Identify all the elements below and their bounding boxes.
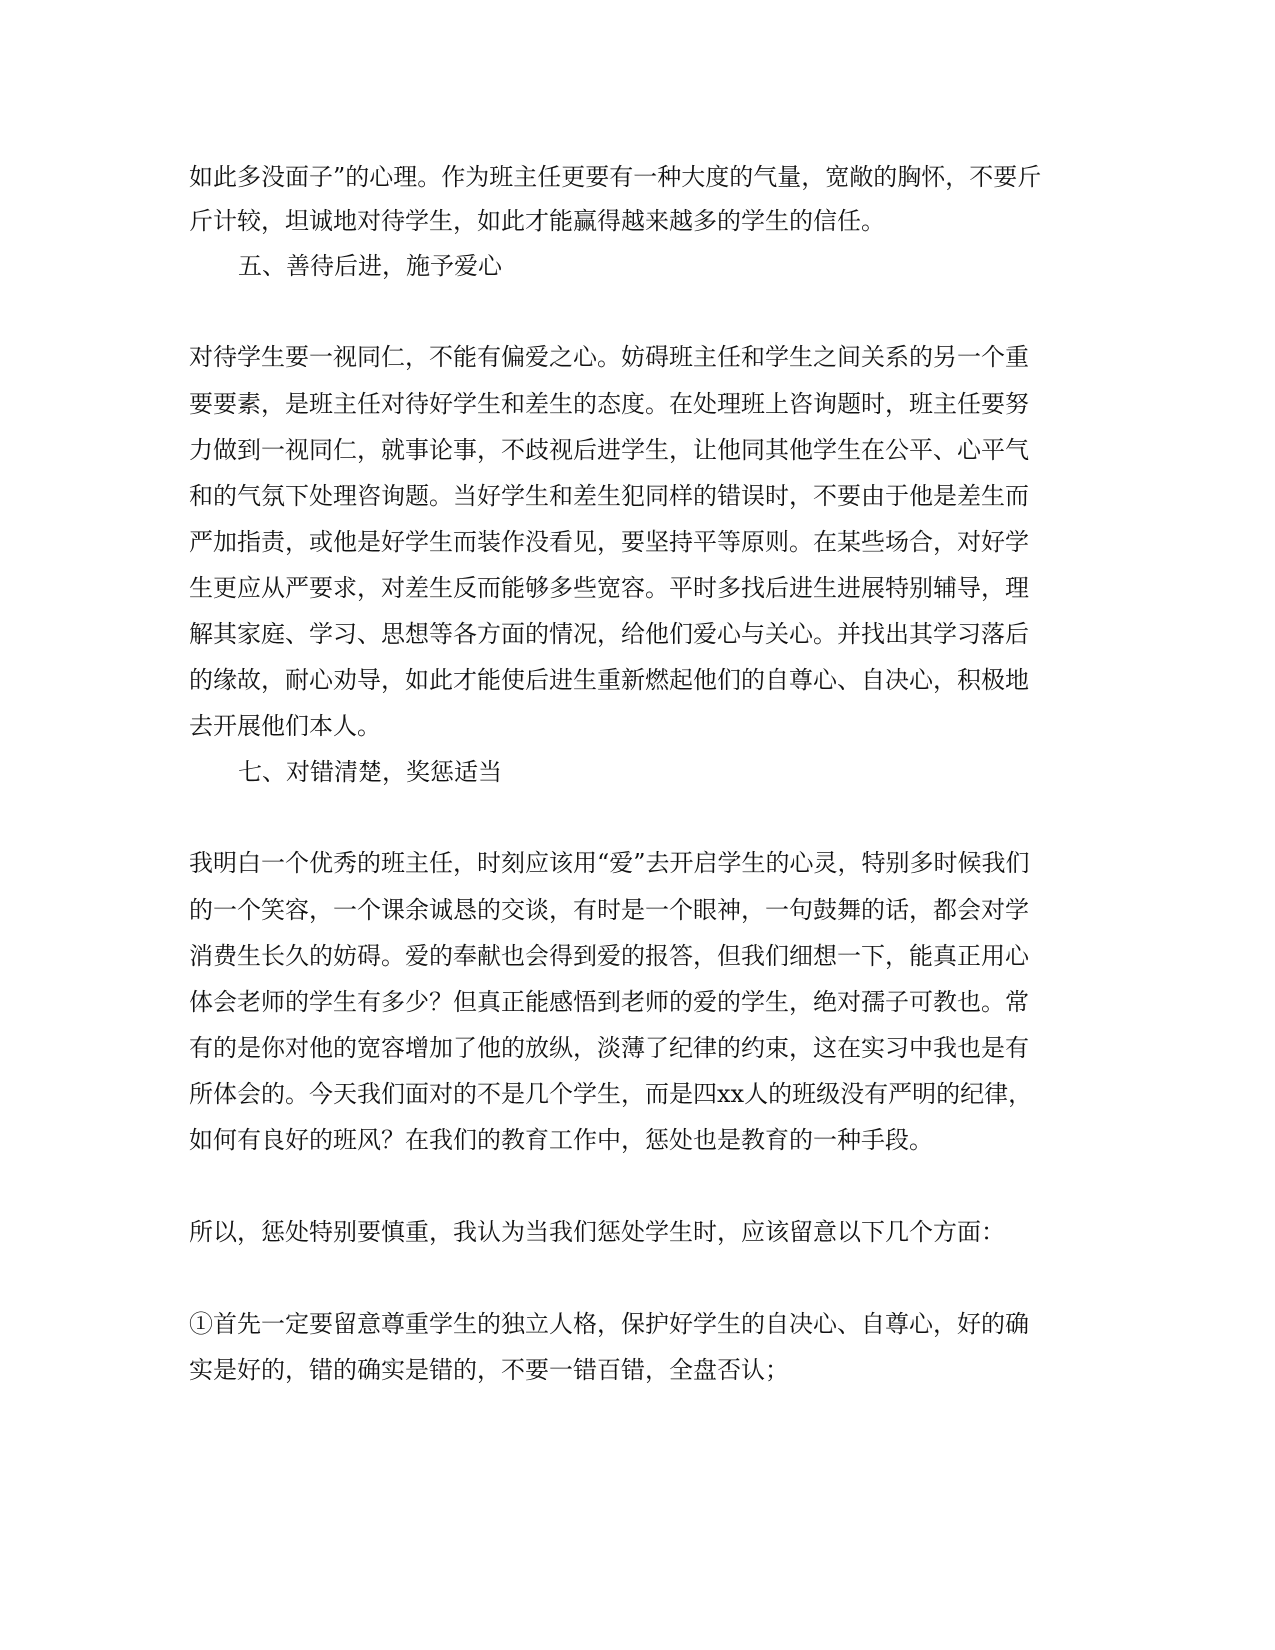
text-line: 所体会的。今天我们面对的不是几个学生，而是四xx人的班级没有严明的纪律， — [189, 1080, 1033, 1108]
section-heading: 五、善待后进，施予爱心 — [238, 252, 502, 280]
text-line: 和的气氛下处理咨询题。当好学生和差生犯同样的错误时，不要由于他是差生而 — [189, 482, 1029, 510]
text-line: 斤计较，坦诚地对待学生，如此才能赢得越来越多的学生的信任。 — [189, 207, 885, 235]
text-line: 去开展他们本人。 — [189, 712, 381, 740]
text-line: ①首先一定要留意尊重学生的独立人格，保护好学生的自决心、自尊心，好的确 — [189, 1310, 1029, 1338]
text-line: 对待学生要一视同仁，不能有偏爱之心。妨碍班主任和学生之间关系的另一个重 — [189, 343, 1029, 371]
text-line: 如何有良好的班风？在我们的教育工作中，惩处也是教育的一种手段。 — [189, 1126, 933, 1154]
text-line: 如此多没面子”的心理。作为班主任更要有一种大度的气量，宽敞的胸怀，不要斤 — [189, 163, 1042, 191]
text-line: 严加指责，或他是好学生而装作没看见，要坚持平等原则。在某些场合，对好学 — [189, 528, 1029, 556]
section-heading: 七、对错清楚，奖惩适当 — [238, 758, 502, 786]
text-line: 实是好的，错的确实是错的，不要一错百错，全盘否认； — [189, 1356, 789, 1384]
text-line: 有的是你对他的宽容增加了他的放纵，淡薄了纪律的约束，这在实习中我也是有 — [189, 1034, 1029, 1062]
text-line: 的一个笑容，一个课余诚恳的交谈，有时是一个眼神，一句鼓舞的话，都会对学 — [189, 896, 1029, 924]
text-line: 的缘故，耐心劝导，如此才能使后进生重新燃起他们的自尊心、自决心，积极地 — [189, 666, 1029, 694]
text-line: 体会老师的学生有多少？但真正能感悟到老师的爱的学生，绝对孺子可教也。常 — [189, 988, 1029, 1016]
text-line: 我明白一个优秀的班主任，时刻应该用“爱”去开启学生的心灵，特别多时候我们 — [189, 849, 1030, 877]
text-line: 要要素，是班主任对待好学生和差生的态度。在处理班上咨询题时，班主任要努 — [189, 390, 1029, 418]
text-line: 解其家庭、学习、思想等各方面的情况，给他们爱心与关心。并找出其学习落后 — [189, 620, 1029, 648]
text-line: 力做到一视同仁，就事论事，不歧视后进学生，让他同其他学生在公平、心平气 — [189, 436, 1029, 464]
text-line: 消费生长久的妨碍。爱的奉献也会得到爱的报答，但我们细想一下，能真正用心 — [189, 942, 1029, 970]
text-line: 所以，惩处特别要慎重，我认为当我们惩处学生时，应该留意以下几个方面： — [189, 1218, 1005, 1246]
text-line: 生更应从严要求，对差生反而能够多些宽容。平时多找后进生进展特别辅导，理 — [189, 574, 1029, 602]
